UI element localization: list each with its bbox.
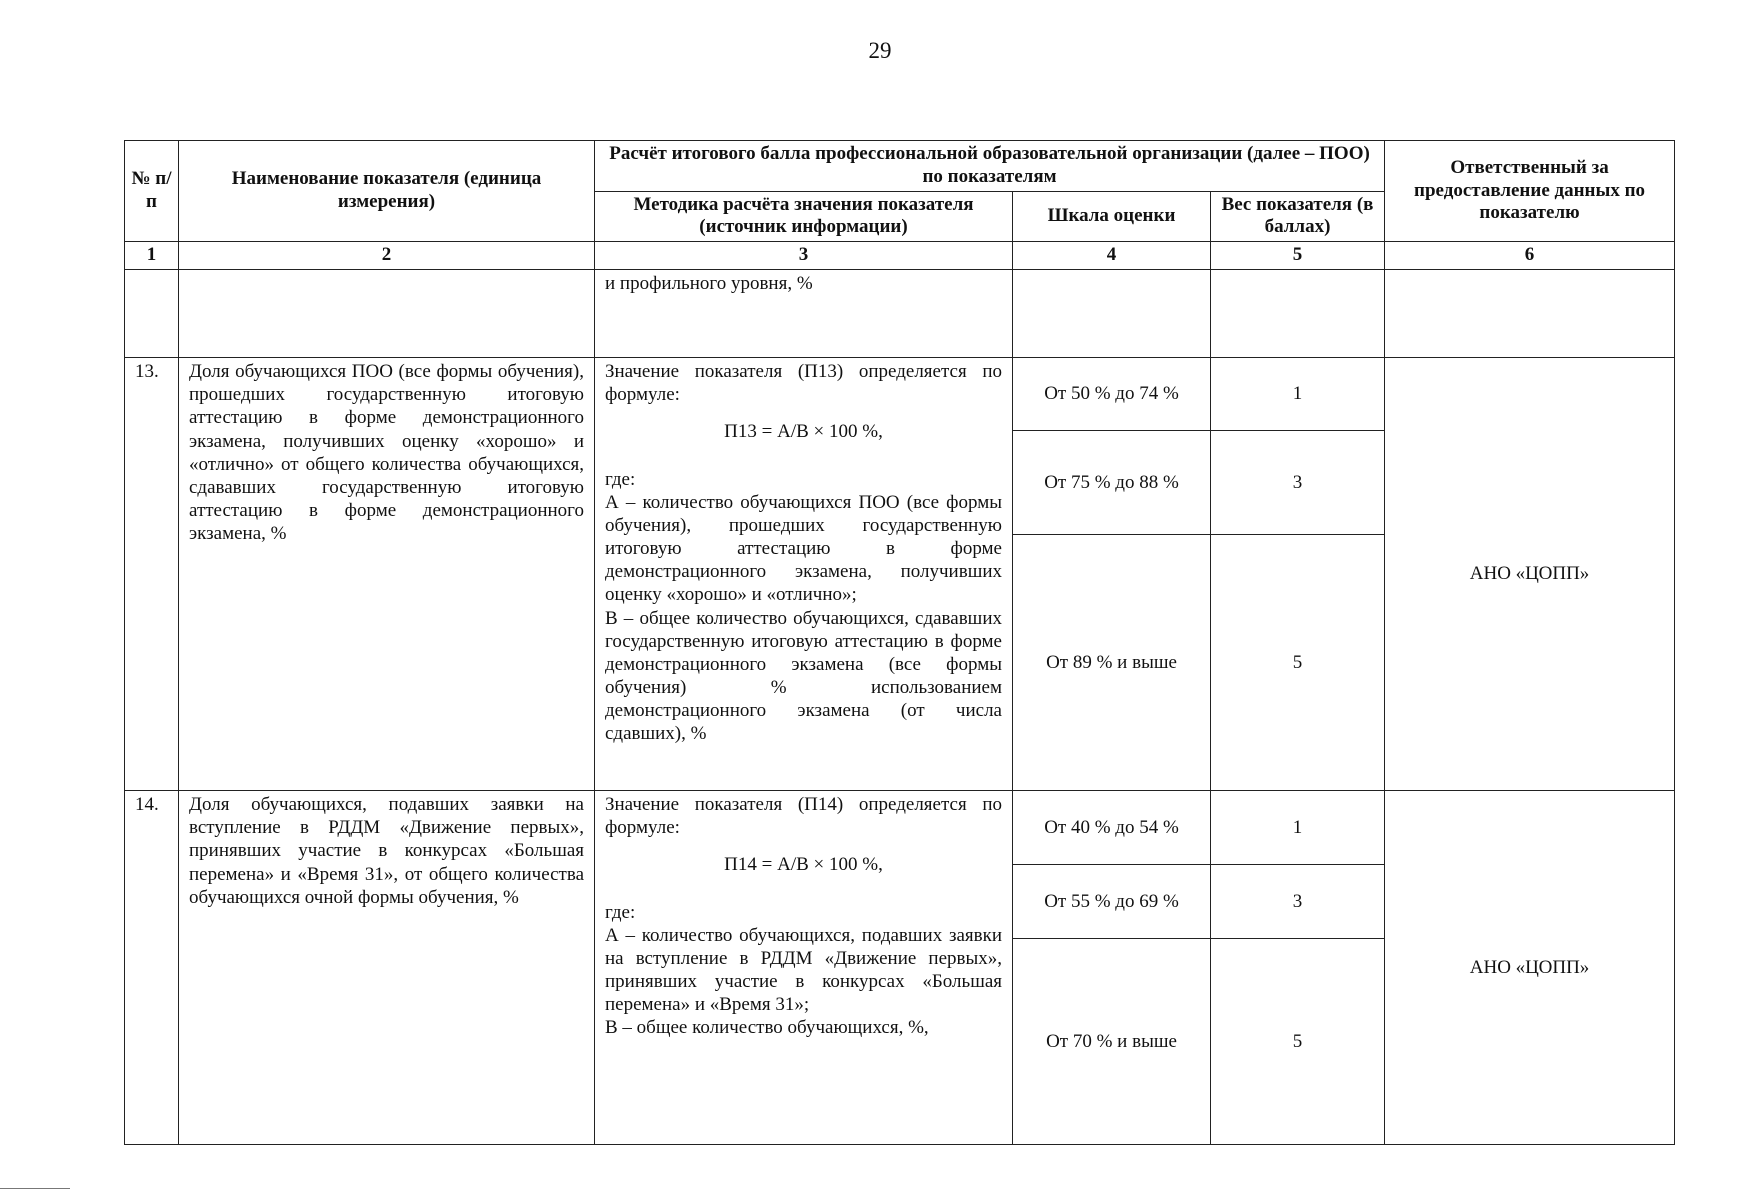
- header-calc-group: Расчёт итогового балла профессиональной образовательной организации (далее – ПОО) по показателям: [595, 141, 1385, 192]
- scale-weight: 5: [1211, 938, 1385, 1144]
- row-number: 13.: [125, 357, 179, 790]
- definition-b: В – общее количество обучающихся, %,: [605, 1017, 929, 1039]
- column-number: 2: [179, 242, 595, 270]
- scale-weight: 5: [1211, 534, 1385, 790]
- definition-a: А – количество обучающихся ПОО (все формы обучения), прошедших государственную итоговую аттестацию в форме демонстрационного экзамена, получивших оценку «хорошо» и «отлично»;: [605, 491, 1002, 606]
- header-num: № п/п: [125, 141, 179, 242]
- header-weight: Вес показателя (в баллах): [1211, 191, 1385, 242]
- header-method: Методика расчёта значения показателя (источник информации): [595, 191, 1013, 242]
- scale-weight: 1: [1211, 357, 1385, 430]
- table-row: [125, 790, 1675, 864]
- header-scale: Шкала оценки: [1013, 191, 1211, 242]
- scale-range: От 75 % до 88 %: [1013, 430, 1211, 534]
- scan-mark: [0, 1188, 70, 1189]
- table-row: [125, 357, 1675, 430]
- definition-b: В – общее количество обучающихся, сдававших государственную итоговую аттестацию в форме демонстрационного экзамена (все формы обучения) % использованием демонстрационного экзамена (от числа сдавших), %: [605, 607, 1002, 745]
- scale-weight: 3: [1211, 864, 1385, 938]
- indicator-name: Доля обучающихся ПОО (все формы обучения), прошедших государственную итоговую аттестацию в форме демонстрационного экзамена, получивших оценку «хорошо» и «отлично» от общего количества обучающихся, сдававших государственную итоговую аттестацию в форме демонстрационного экзамена, %: [179, 357, 595, 790]
- header-responsible: Ответственный за предоставление данных по показателю: [1385, 141, 1675, 242]
- formula: П14 = А/В × 100 %,: [724, 854, 883, 876]
- definition-a: А – количество обучающихся, подавших заявки на вступление в РДДМ «Движение первых», принявших участие в конкурсах «Большая перемена» и «Время 31»;: [605, 924, 1002, 1016]
- column-number: 5: [1211, 242, 1385, 270]
- scale-range: От 55 % до 69 %: [1013, 864, 1211, 938]
- row-number: 14.: [125, 790, 179, 1144]
- scale-range: От 70 % и выше: [1013, 938, 1211, 1144]
- scale-weight: 1: [1211, 790, 1385, 864]
- column-number: 1: [125, 242, 179, 270]
- continuation-row: [125, 269, 1675, 357]
- header-name: Наименование показателя (единица измерения): [179, 141, 595, 242]
- scale-weight: 3: [1211, 430, 1385, 534]
- scale-range: От 89 % и выше: [1013, 534, 1211, 790]
- responsible: АНО «ЦОПП»: [1385, 790, 1675, 1144]
- column-number: 4: [1013, 242, 1211, 270]
- method-cell: [595, 790, 1013, 1144]
- responsible: АНО «ЦОПП»: [1385, 357, 1675, 790]
- where-label: где:: [605, 901, 636, 923]
- where-label: где:: [605, 468, 636, 490]
- column-number: 6: [1385, 242, 1675, 270]
- scale-range: От 50 % до 74 %: [1013, 357, 1211, 430]
- method-cell: [595, 357, 1013, 790]
- method-intro: Значение показателя (П14) определяется по формуле:: [605, 793, 1002, 839]
- column-numbers-row: [125, 242, 1675, 270]
- scale-range: От 40 % до 54 %: [1013, 790, 1211, 864]
- method-intro: Значение показателя (П13) определяется по формуле:: [605, 360, 1002, 406]
- indicators-table: [124, 140, 1675, 1145]
- column-number: 3: [595, 242, 1013, 270]
- formula: П13 = А/В × 100 %,: [724, 421, 883, 443]
- page-number: 29: [868, 38, 892, 63]
- continuation-method: и профильного уровня, %: [595, 269, 1013, 357]
- indicator-name: Доля обучающихся, подавших заявки на вступление в РДДМ «Движение первых», принявших участие в конкурсах «Большая перемена» и «Время 31», от общего количества обучающихся очной формы обучения, %: [179, 790, 595, 1144]
